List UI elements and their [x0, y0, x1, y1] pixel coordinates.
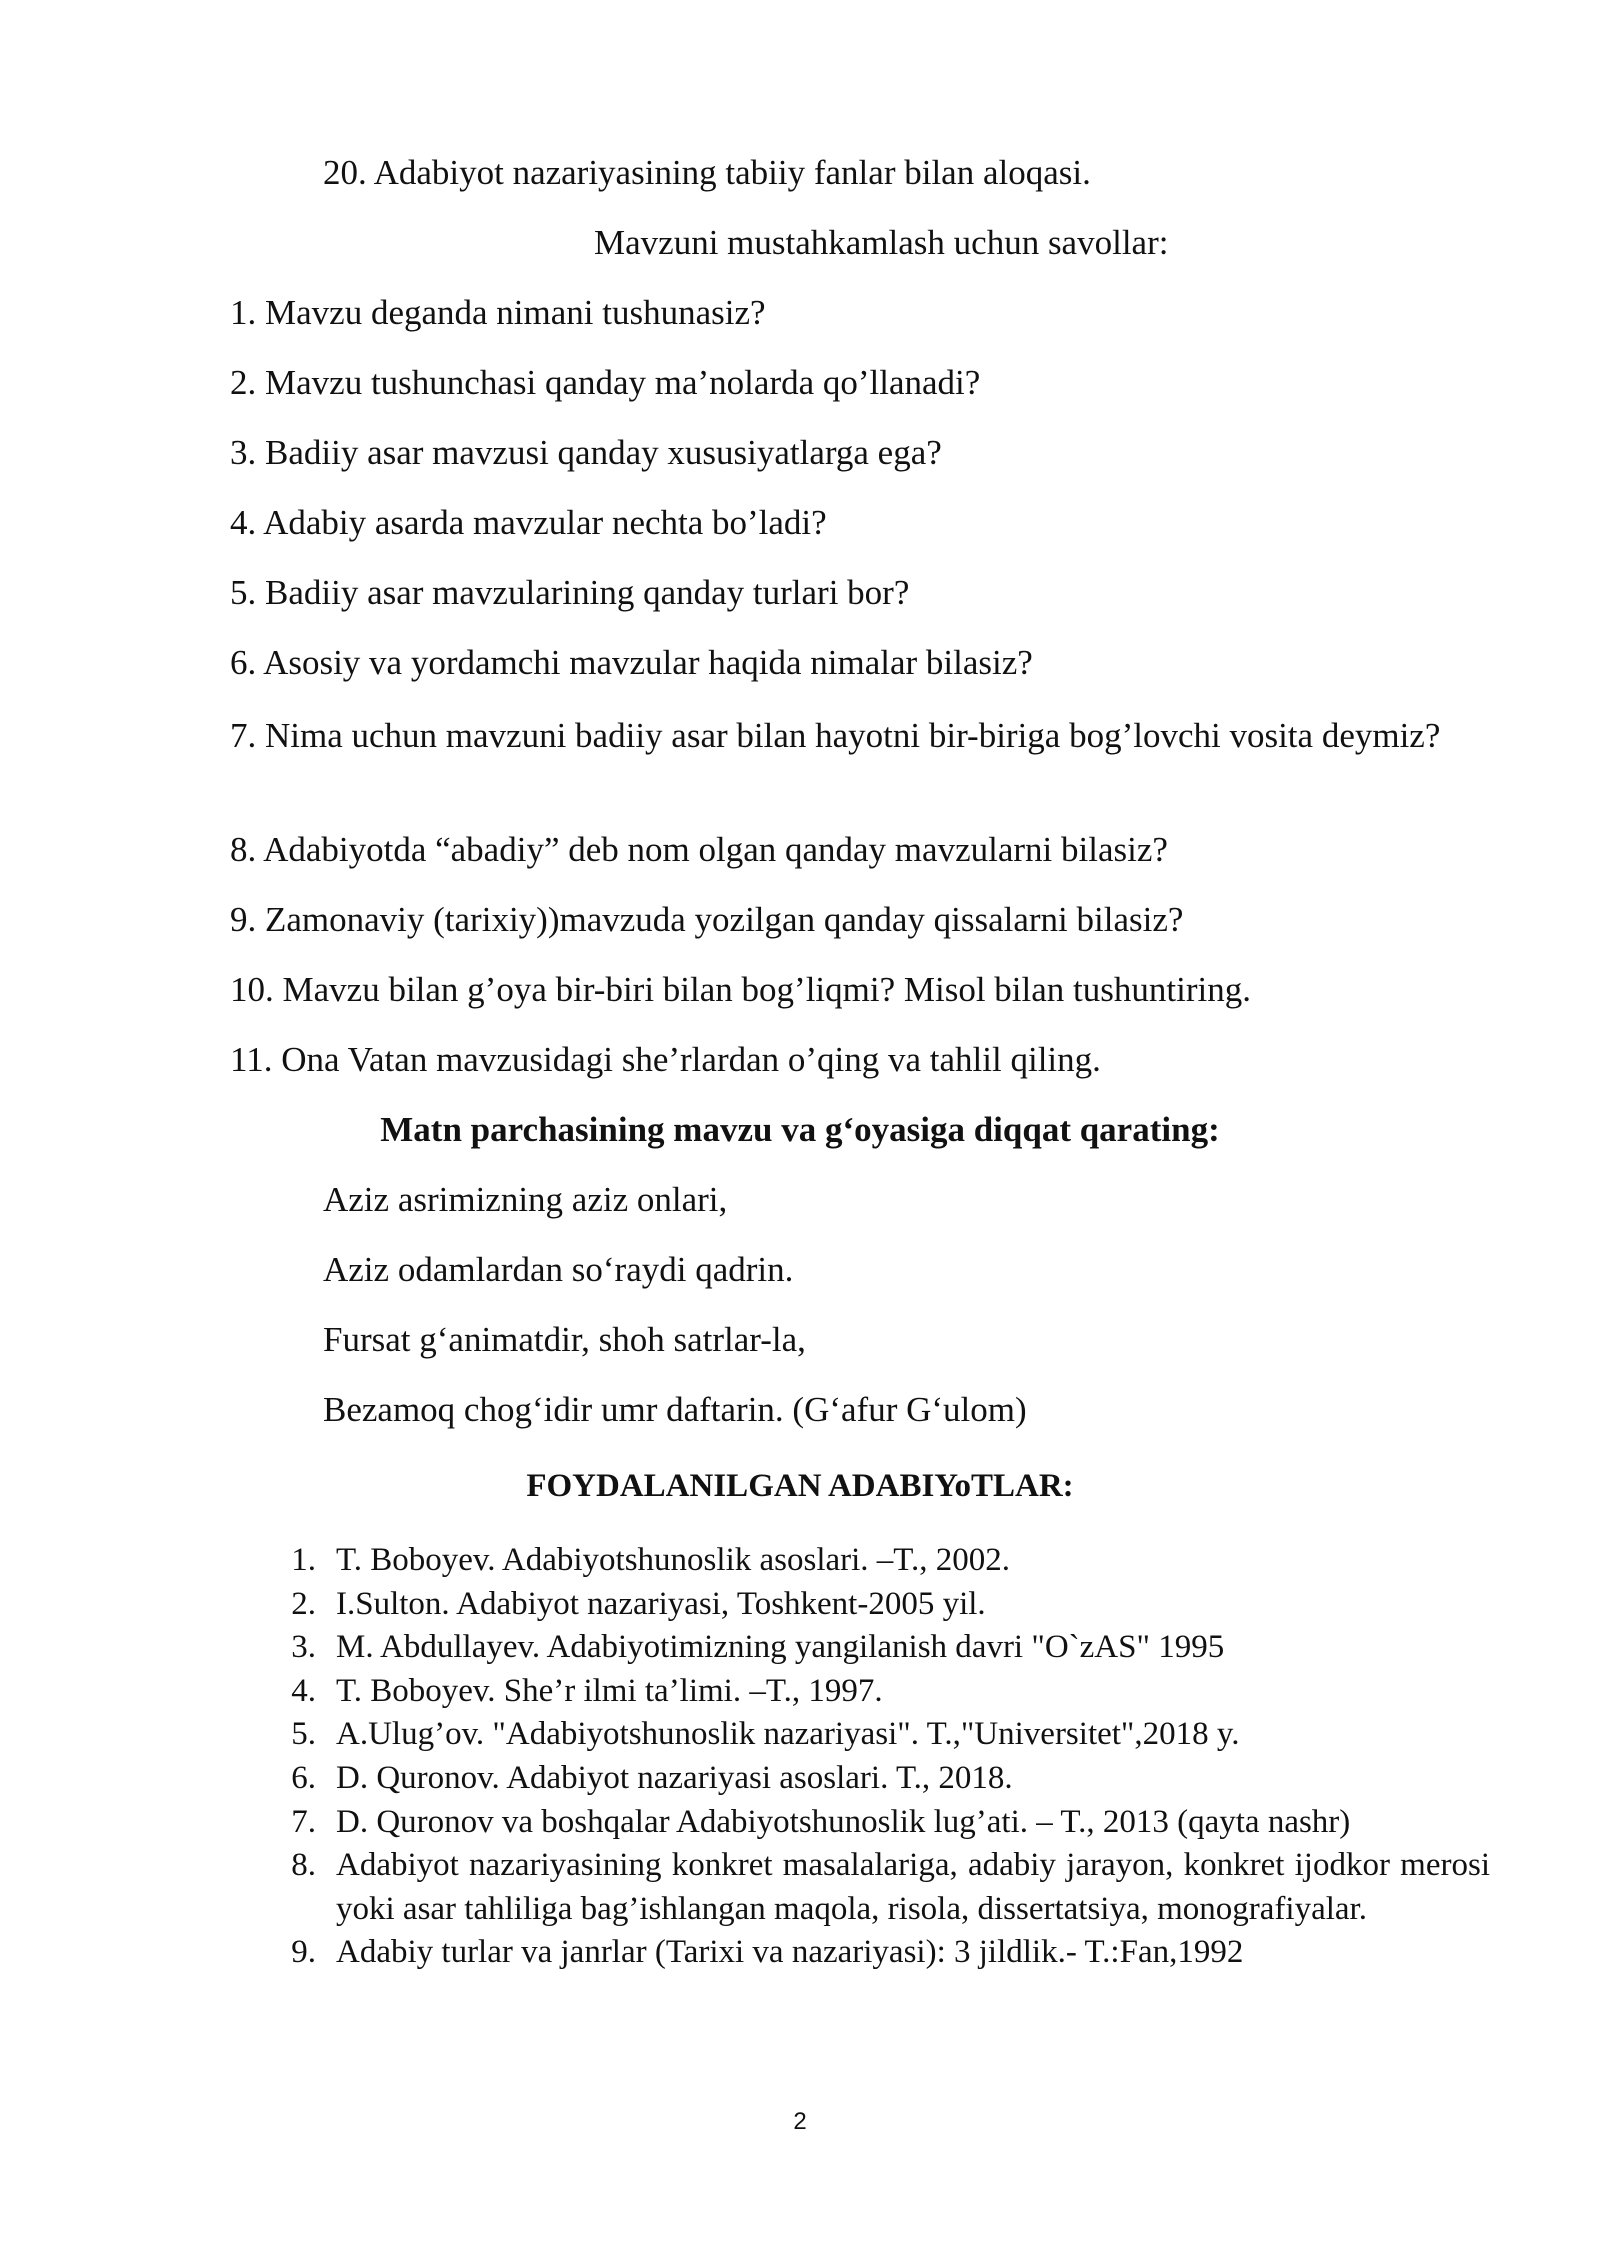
reference-item: [0, 1757, 1600, 1801]
question-3: 3. Badiiy asar mavzusi qanday xususiyatlarga ega?: [230, 433, 942, 472]
reference-text: Adabiy turlar va janrlar (Tarixi va nazariyasi): 3 jildlik.- T.:Fan,1992: [336, 1934, 1244, 1971]
reference-number: 8.: [291, 1847, 316, 1884]
question-8: 8. Adabiyotda “abadiy” deb nom olgan qanday mavzularni bilasiz?: [230, 830, 1168, 869]
question-4: 4. Adabiy asarda mavzular nechta bo’ladi?: [230, 503, 827, 542]
poem-line-1: Aziz asrimizning aziz onlari,: [323, 1180, 728, 1219]
question-1: 1. Mavzu deganda nimani tushunasiz?: [230, 293, 766, 332]
reference-number: 9.: [291, 1934, 316, 1971]
reference-number: 7.: [291, 1803, 316, 1840]
question-7: 7. Nima uchun mavzuni badiiy asar bilan hayotni bir-biriga bog’lovchi vosita deymiz?: [230, 716, 1441, 755]
reference-item: [0, 1931, 1600, 1975]
question-10: 10. Mavzu bilan g’oya bir-biri bilan bog’liqmi? Misol bilan tushuntiring.: [230, 970, 1251, 1009]
reference-item: [0, 1801, 1600, 1845]
reference-item: [0, 1844, 1600, 1931]
poem-line-4: Bezamoq chog‘idir umr daftarin. (G‘afur G‘ulom): [323, 1390, 1027, 1429]
reference-number: 2.: [291, 1585, 316, 1622]
question-9: 9. Zamonaviy (tarixiy))mavzuda yozilgan qanday qissalarni bilasiz?: [230, 900, 1184, 939]
reference-number: 3.: [291, 1629, 316, 1666]
references-list: [0, 1539, 1600, 1975]
poem-line-2: Aziz odamlardan so‘raydi qadrin.: [323, 1250, 794, 1289]
question-6: 6. Asosiy va yordamchi mavzular haqida nimalar bilasiz?: [230, 643, 1033, 682]
reference-text: D. Quronov. Adabiyot nazariyasi asoslari. T., 2018.: [336, 1759, 1013, 1796]
reference-text: T. Boboyev. She’r ilmi ta’limi. –T., 1997.: [336, 1672, 883, 1709]
reference-number: 1.: [291, 1542, 316, 1578]
questions-heading: Mavzuni mustahkamlash uchun savollar:: [594, 223, 1169, 262]
question-2: 2. Mavzu tushunchasi qanday ma’nolarda qo’llanadi?: [230, 363, 981, 402]
reference-number: 6.: [291, 1759, 316, 1796]
reference-item: [0, 1713, 1600, 1757]
question-5: 5. Badiiy asar mavzularining qanday turlari bor?: [230, 573, 910, 612]
reference-text: Adabiyot nazariyasining konkret masalalariga, adabiy jarayon, konkret ijodkor merosi yoki asar tahliliga bag’ishlangan maqola, risola, dissertatsiya, monografiyalar.: [336, 1847, 1490, 1927]
reference-item: [0, 1626, 1600, 1670]
excerpt-heading: Matn parchasining mavzu va g‘oyasiga diqqat qarating:: [380, 1110, 1220, 1149]
reference-text: A.Ulug’ov. "Adabiyotshunoslik nazariyasi". T.,"Universitet",2018 y.: [336, 1716, 1240, 1753]
reference-number: 4.: [291, 1672, 316, 1709]
reference-text: M. Abdullayev. Adabiyotimizning yangilanish davri "O`zAS" 1995: [336, 1629, 1225, 1666]
question-11: 11. Ona Vatan mavzusidagi she’rlardan o’qing va tahlil qiling.: [230, 1040, 1101, 1079]
references-heading: FOYDALANILGAN ADABIYoTLAR:: [526, 1468, 1074, 1504]
reference-text: T. Boboyev. Adabiyotshunoslik asoslari. –T., 2002.: [336, 1542, 1011, 1578]
page-number: 2: [793, 2108, 807, 2135]
reference-item: [0, 1670, 1600, 1714]
reference-text: D. Quronov va boshqalar Adabiyotshunoslik lug’ati. – T., 2013 (qayta nashr): [336, 1803, 1351, 1840]
list-item-20: 20. Adabiyot nazariyasining tabiiy fanlar bilan aloqasi.: [323, 153, 1091, 192]
poem-line-3: Fursat g‘animatdir, shoh satrlar-la,: [323, 1320, 806, 1359]
reference-text: I.Sulton. Adabiyot nazariyasi, Toshkent-2005 yil.: [336, 1585, 986, 1622]
reference-item: [0, 1539, 1600, 1583]
reference-item: [0, 1583, 1600, 1627]
reference-number: 5.: [291, 1716, 316, 1753]
